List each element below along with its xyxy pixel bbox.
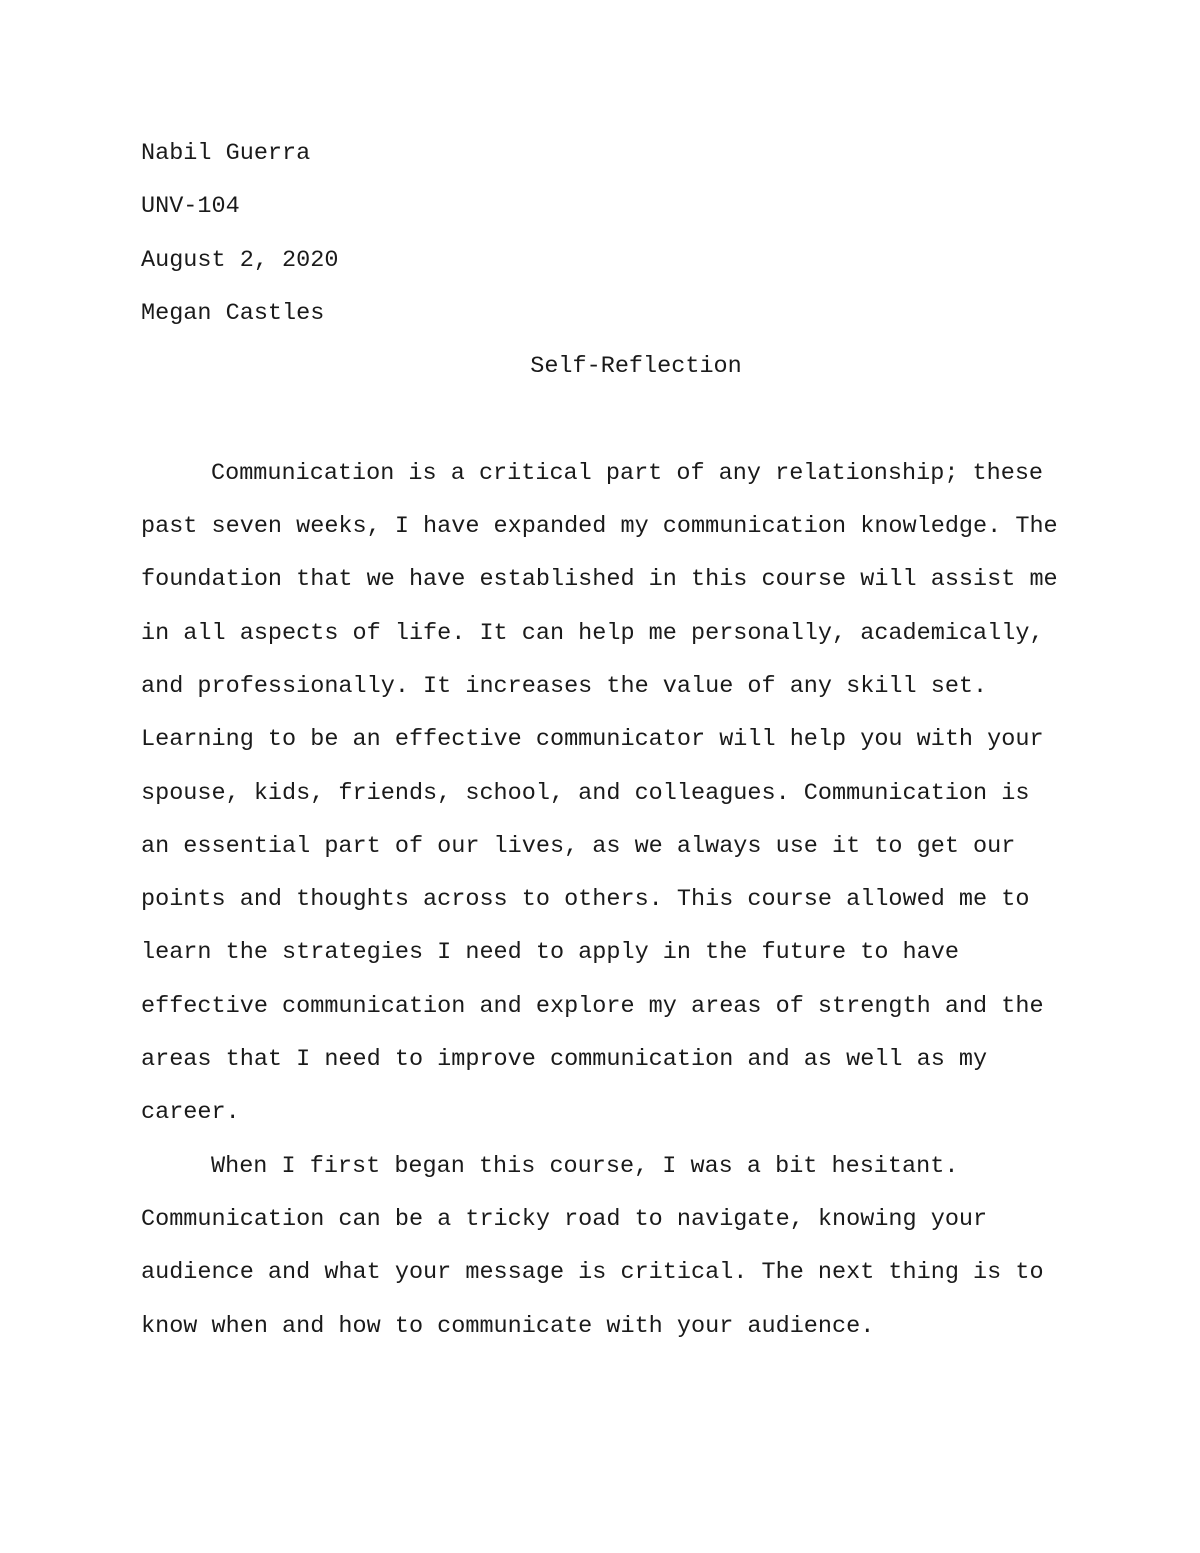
paragraph-line: Communication can be a tricky road to navigate, knowing your (141, 1205, 988, 1233)
paragraph-line: Learning to be an effective communicator will help you with your (141, 726, 1044, 754)
paragraph-line: foundation that we have established in this course will assist me (141, 566, 1058, 594)
paragraph-line: When I first began this course, I was a bit hesitant. (211, 1152, 959, 1180)
paragraph-line: past seven weeks, I have expanded my communication knowledge. The (141, 513, 1058, 541)
paragraph-line: career. (141, 1099, 240, 1127)
spacer (141, 400, 1081, 453)
paragraph-line: learn the strategies I need to apply in the future to have (141, 939, 959, 967)
essay-body (141, 134, 1081, 1360)
paragraph-line: areas that I need to improve communication and as well as my (141, 1046, 988, 1074)
author-name: Nabil Guerra (141, 140, 311, 167)
paragraph-line: points and thoughts across to others. This course allowed me to (141, 886, 1030, 914)
paragraph-line: an essential part of our lives, as we always use it to get our (141, 832, 1016, 860)
paragraph-line: and professionally. It increases the value of any skill set. (141, 672, 988, 700)
paragraph-line: audience and what your message is critical. The next thing is to (141, 1259, 1044, 1287)
paragraph-line: spouse, kids, friends, school, and colleagues. Communication is (141, 779, 1030, 807)
instructor-name: Megan Castles (141, 299, 325, 327)
document-date: August 2, 2020 (141, 246, 339, 274)
document-title: Self-Reflection (530, 353, 742, 381)
course-code: UNV-104 (141, 193, 240, 221)
paragraph-line: in all aspects of life. It can help me personally, academically, (141, 619, 1044, 647)
paragraph-line: effective communication and explore my areas of strength and the (141, 992, 1044, 1020)
paragraph-1 (141, 454, 1081, 1147)
paragraph-line: Communication is a critical part of any relationship; these (211, 459, 1044, 487)
paragraph-2 (141, 1147, 1081, 1360)
paragraph-line: know when and how to communicate with your audience. (141, 1312, 875, 1340)
